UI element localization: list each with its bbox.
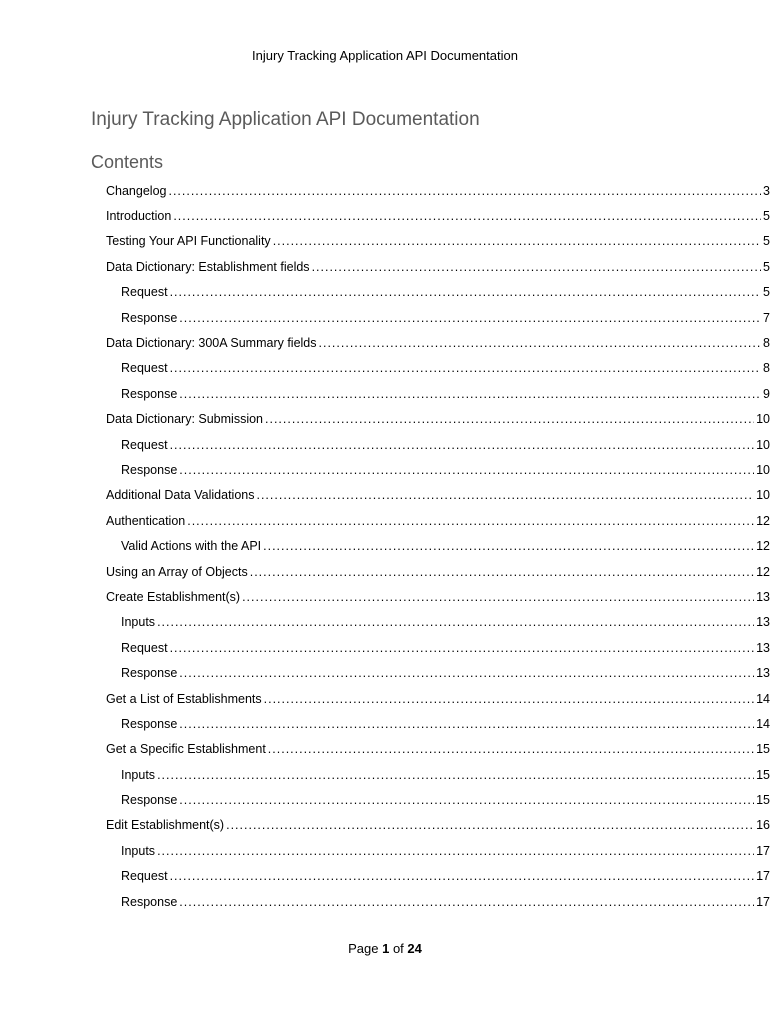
toc-entry-page-number: 13 [756,666,770,681]
toc-entry-page-number: 17 [756,869,770,884]
toc-leader-dots [179,462,754,478]
toc-entry-label: Request [121,869,168,884]
toc-leader-dots [268,741,754,757]
toc-entry-label: Request [121,437,168,452]
toc-entry[interactable] [0,711,770,736]
toc-entry[interactable] [0,610,770,635]
toc-entry-label: Edit Establishment(s) [106,818,225,833]
toc-leader-dots [179,665,754,681]
toc-entry[interactable] [0,305,770,330]
toc-entry-page-number: 5 [763,209,770,224]
toc-entry-page-number: 15 [756,793,770,808]
toc-entry-label: Get a Specific Establishment [106,742,266,757]
toc-entry-page-number: 17 [756,894,770,909]
toc-entry-label: Additional Data Validations [106,488,255,503]
footer-total-pages: 24 [407,941,422,956]
toc-entry-page-number: 15 [756,767,770,782]
toc-entry-page-number: 10 [756,412,770,427]
toc-entry-label: Request [121,361,168,376]
toc-entry-label: Introduction [106,209,172,224]
toc-entry-label: Request [121,285,168,300]
toc-entry-label: Data Dictionary: 300A Summary fields [106,336,317,351]
toc-entry-label: Valid Actions with the API [121,539,262,554]
toc-entry[interactable] [0,432,770,457]
toc-leader-dots [168,183,761,199]
toc-leader-dots [250,564,754,580]
toc-entry-page-number: 5 [763,234,770,249]
toc-entry-page-number: 15 [756,742,770,757]
toc-entry[interactable] [0,787,770,812]
running-header: Injury Tracking Application API Documentation [252,48,518,63]
toc-entry-page-number: 10 [756,462,770,477]
toc-entry[interactable] [0,457,770,482]
toc-leader-dots [157,614,754,630]
toc-entry-label: Testing Your API Functionality [106,234,271,249]
toc-entry-label: Response [121,793,178,808]
toc-leader-dots [263,538,754,554]
toc-entry-page-number: 13 [756,615,770,630]
toc-entry-page-number: 10 [756,488,770,503]
toc-entry-page-number: 8 [763,336,770,351]
toc-entry-label: Using an Array of Objects [106,564,248,579]
toc-entry[interactable] [0,330,770,355]
toc-leader-dots [170,640,755,656]
toc-entry-label: Inputs [121,767,156,782]
toc-entry-page-number: 9 [763,386,770,401]
toc-entry-page-number: 3 [763,183,770,198]
toc-leader-dots [179,716,754,732]
toc-entry-page-number: 5 [763,285,770,300]
toc-entry-label: Get a List of Establishments [106,691,262,706]
toc-entry[interactable] [0,635,770,660]
toc-entry-page-number: 5 [763,259,770,274]
toc-leader-dots [179,310,761,326]
toc-entry[interactable] [0,280,770,305]
toc-leader-dots [319,335,762,351]
toc-entry-page-number: 16 [756,818,770,833]
toc-entry-page-number: 12 [756,539,770,554]
toc-entry-page-number: 14 [756,691,770,706]
toc-entry-page-number: 10 [756,437,770,452]
toc-entry-page-number: 13 [756,640,770,655]
toc-entry[interactable] [0,356,770,381]
contents-heading: Contents [91,152,164,172]
toc-entry[interactable] [0,533,770,558]
toc-entry-page-number: 14 [756,716,770,731]
toc-entry-label: Inputs [121,843,156,858]
toc-leader-dots [256,487,754,503]
toc-entry[interactable] [0,889,770,914]
toc-entry-label: Response [121,310,178,325]
toc-entry[interactable] [0,864,770,889]
footer-current-page: 1 [382,941,390,956]
toc-entry[interactable] [0,686,770,711]
toc-entry[interactable] [0,254,770,279]
table-of-contents [0,178,770,914]
toc-leader-dots [170,360,761,376]
toc-entry-label: Create Establishment(s) [106,589,241,604]
toc-entry[interactable] [0,483,770,508]
toc-leader-dots [265,411,754,427]
toc-leader-dots [179,894,754,910]
toc-entry[interactable] [0,407,770,432]
toc-entry-page-number: 12 [756,564,770,579]
toc-entry[interactable] [0,762,770,787]
toc-leader-dots [170,868,755,884]
toc-entry-label: Changelog [106,183,167,198]
toc-entry[interactable] [0,178,770,203]
toc-entry-label: Inputs [121,615,156,630]
toc-entry[interactable] [0,813,770,838]
toc-entry[interactable] [0,660,770,685]
toc-entry[interactable] [0,203,770,228]
toc-leader-dots [157,767,754,783]
toc-leader-dots [179,792,754,808]
toc-entry-label: Response [121,666,178,681]
footer-of: of [392,941,404,956]
toc-leader-dots [312,259,761,275]
toc-entry[interactable] [0,381,770,406]
toc-entry-label: Data Dictionary: Establishment fields [106,259,310,274]
toc-entry-page-number: 8 [763,361,770,376]
toc-entry-label: Response [121,894,178,909]
toc-entry[interactable] [0,508,770,533]
toc-leader-dots [170,284,761,300]
toc-leader-dots [157,843,754,859]
toc-entry[interactable] [0,229,770,254]
toc-leader-dots [273,233,761,249]
toc-entry[interactable] [0,838,770,863]
toc-entry[interactable] [0,737,770,762]
toc-entry[interactable] [0,559,770,584]
toc-entry-page-number: 13 [756,589,770,604]
page-footer [0,941,770,956]
toc-entry[interactable] [0,584,770,609]
toc-entry-label: Response [121,462,178,477]
document-title: Injury Tracking Application API Documentation [91,109,480,130]
toc-leader-dots [179,386,761,402]
toc-leader-dots [187,513,754,529]
toc-leader-dots [170,437,755,453]
footer-prefix: Page [348,941,379,956]
toc-entry-label: Response [121,386,178,401]
toc-entry-page-number: 17 [756,843,770,858]
toc-leader-dots [242,589,754,605]
toc-leader-dots [173,208,761,224]
toc-entry-label: Data Dictionary: Submission [106,412,264,427]
toc-entry-label: Response [121,716,178,731]
toc-entry-label: Request [121,640,168,655]
toc-leader-dots [226,817,754,833]
toc-entry-label: Authentication [106,513,186,528]
toc-entry-page-number: 7 [763,310,770,325]
toc-leader-dots [264,691,754,707]
toc-entry-page-number: 12 [756,513,770,528]
